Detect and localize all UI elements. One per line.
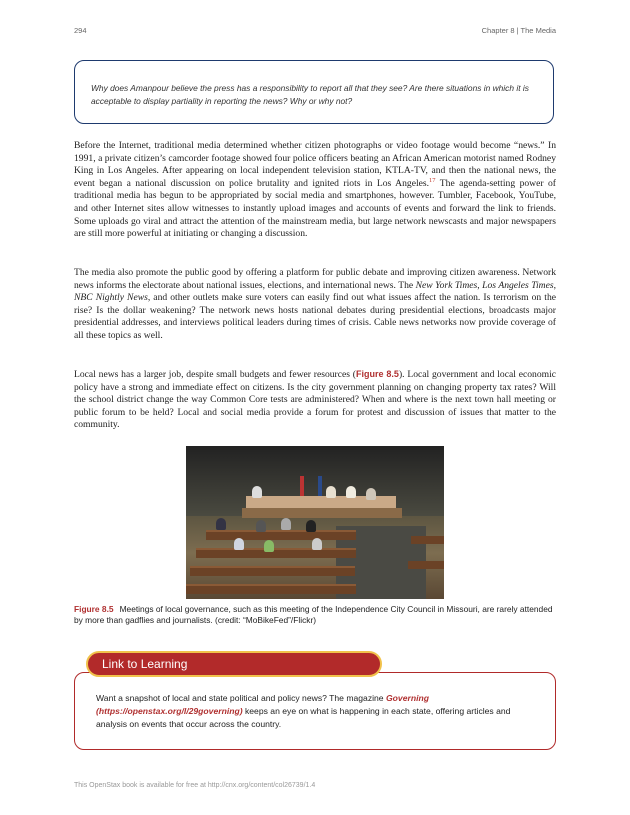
link-to-learning-text xyxy=(96,692,536,730)
photo-pew-row xyxy=(196,548,356,558)
nyt-title: New York Times xyxy=(415,279,478,291)
figure-caption xyxy=(74,604,556,626)
p1-text-b: The agenda-setting power of traditional media has begun to be appropriated by social media and smartphones, however. Tumbler, Facebook, YouTube, and other Internet sites allow witnesses to instantly upload images and accounts of events and forward the link to friends. Some uploads go viral and attract the attention of the mainstream media, but large network newscasts and major newspapers are still more powerful at initiating or changing a discussion. xyxy=(74,177,556,240)
photo-flag-red xyxy=(300,476,304,496)
lat-title: Los Angeles Times xyxy=(482,279,554,291)
p2-sep1: , xyxy=(477,279,483,291)
photo-dais xyxy=(242,508,402,518)
footnote-17-link[interactable]: 17 xyxy=(429,176,436,184)
figure-caption-text: Meetings of local governance, such as this meeting of the Independence City Council in Missouri, are rarely attended by more than gadflies and journalists. (credit: “MoBikeFed”/Flickr) xyxy=(74,604,553,626)
photo-person xyxy=(346,486,356,498)
governing-link[interactable]: Governing xyxy=(385,693,429,703)
photo-person xyxy=(326,486,336,498)
paragraph-traditional-media xyxy=(74,140,556,241)
photo-person xyxy=(252,486,262,498)
photo-person xyxy=(256,520,266,532)
photo-pew-row xyxy=(190,566,355,576)
photo-person xyxy=(264,540,274,552)
photo-pew-row xyxy=(206,530,356,540)
photo-flag-blue xyxy=(318,476,322,496)
photo-person xyxy=(281,518,291,530)
governing-url-link[interactable]: (https://openstax.org/l/29governing) xyxy=(96,705,243,716)
p2-text-b: , and other outlets make sure voters can easily find out what issues affect the nation. Is terrorism on the rise? Is the dollar weakening? The network news hosts national debates during presidential elections, broadcasts major presidential addresses, and interviews political leaders during times of crisis. Cable news networks now provide coverage of all these topics as well. xyxy=(74,292,556,341)
link-to-learning-title: Link to Learning xyxy=(86,651,382,677)
p2-text-a: The media also promote the public good by offering a platform for public debate and improving citizen awareness. Network news informs the electorate about national issues, elections, and international news. The xyxy=(74,267,556,291)
photo-person xyxy=(312,538,322,550)
photo-person xyxy=(306,520,316,532)
page-number: 294 xyxy=(74,26,87,35)
photo-person xyxy=(366,488,376,500)
paragraph-public-good xyxy=(74,267,556,343)
photo-person xyxy=(234,538,244,550)
discussion-callout xyxy=(74,60,554,124)
figure-label: Figure 8.5 xyxy=(74,604,114,614)
p1-text-a: Before the Internet, traditional media determined whether citizen photographs or video footage would become “news.” In 1991, a private citizen’s camcorder footage showed four police officers beating an African American motorist named Rodney King in Los Angeles. After appearing on local independent television station, KTLA-TV, and then the national news, the event began a national discussion on police brutality and ignited riots in Los Angeles. xyxy=(74,140,556,189)
callout-question: Why does Amanpour believe the press has a responsibility to report all that they see? Are there situations in which it is acceptable to display partiality in reporting the news? Why or why not? xyxy=(91,83,529,106)
ltl-text-b: keeps an eye on what is happening in each state, offering articles and analysis on events that occur across the country. xyxy=(96,705,511,729)
chapter-header: Chapter 8 | The Media xyxy=(481,26,556,35)
p3-text-a: Local news has a larger job, despite small budgets and fewer resources ( xyxy=(74,369,357,380)
p3-text-b: ). Local government and local economic policy have a strong and immediate effect on citizens. Is the city government planning on changing property tax rates? Will the school district change the way Common Core tests are administered? When and where is the next town hall meeting or public forum to be held? Local and social media provide a forum for protest and discussion of issues that matter to the community. xyxy=(74,369,556,431)
paragraph-local-news xyxy=(74,368,556,432)
figure-8-5-link[interactable]: Figure 8.5 xyxy=(356,369,399,379)
photo-pew-row-right xyxy=(408,561,444,569)
photo-pew-row-right xyxy=(411,536,444,544)
p2-sep2: , xyxy=(553,279,557,291)
nbc-title: NBC Nightly News xyxy=(74,292,148,304)
photo-pew-row xyxy=(186,584,356,594)
city-council-photo xyxy=(186,446,444,599)
photo-person xyxy=(216,518,226,530)
page-footer: This OpenStax book is available for free at http://cnx.org/content/col26739/1.4 xyxy=(74,782,316,789)
ltl-text-a: Want a snapshot of local and state political and policy news? The magazine xyxy=(96,693,386,703)
